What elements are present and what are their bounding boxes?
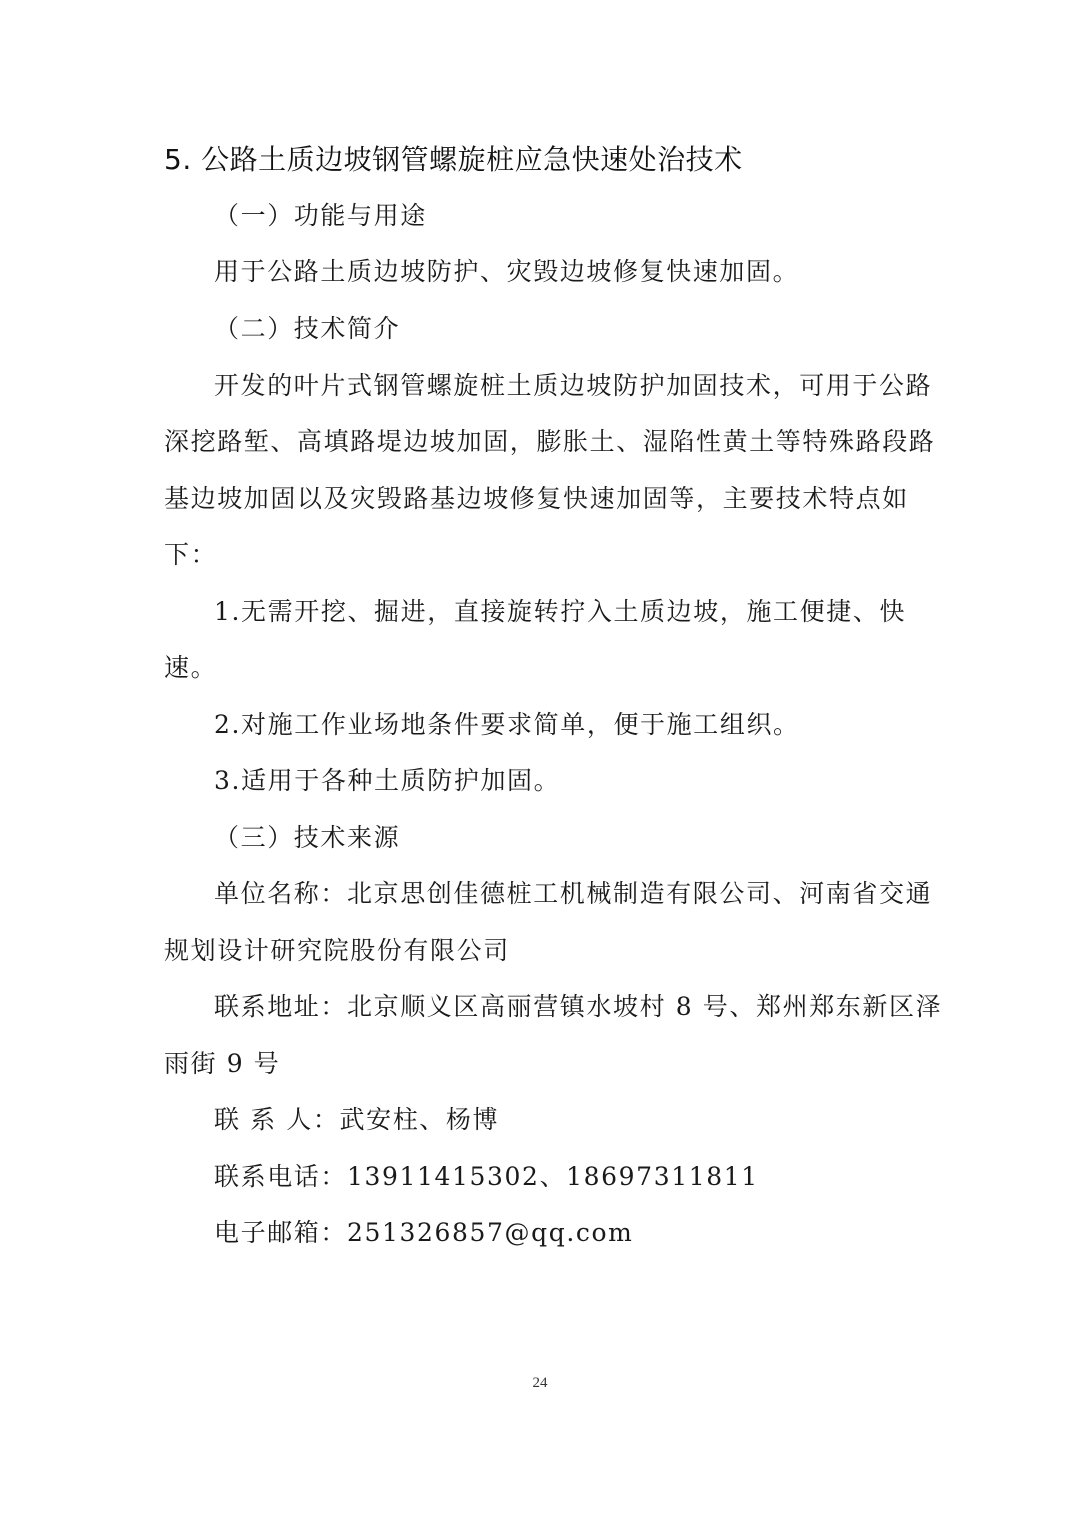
feature-item: 3.适用于各种土质防护加固。 bbox=[214, 766, 561, 795]
feature-item: 2.对施工作业场地条件要求简单，便于施工组织。 bbox=[214, 710, 800, 739]
intro-line: 基边坡加固以及灾毁路基边坡修复快速加固等，主要技术特点如 bbox=[164, 484, 909, 513]
document-title: 5. 公路土质边坡钢管螺旋桩应急快速处治技术 bbox=[164, 143, 743, 176]
contact-email: 电子邮箱：251326857@qq.com bbox=[214, 1218, 634, 1247]
page-number: 24 bbox=[532, 1375, 548, 1391]
feature-item-continued: 速。 bbox=[164, 653, 218, 682]
section-heading-function: （一）功能与用途 bbox=[214, 201, 427, 230]
section-heading-source: （三）技术来源 bbox=[214, 823, 401, 852]
intro-line: 开发的叶片式钢管螺旋桩土质边坡防护加固技术，可用于公路 bbox=[214, 371, 933, 400]
contact-person: 联 系 人：武安柱、杨博 bbox=[214, 1105, 500, 1134]
section-heading-intro: （二）技术简介 bbox=[214, 314, 401, 343]
address-line: 联系地址：北京顺义区高丽营镇水坡村 8 号、郑州郑东新区泽 bbox=[214, 992, 943, 1021]
address-line: 雨街 9 号 bbox=[164, 1049, 281, 1078]
function-paragraph: 用于公路土质边坡防护、灾毁边坡修复快速加固。 bbox=[214, 257, 800, 286]
intro-line: 深挖路堑、高填路堤边坡加固，膨胀土、湿陷性黄土等特殊路段路 bbox=[164, 427, 936, 456]
unit-line: 规划设计研究院股份有限公司 bbox=[164, 936, 510, 965]
unit-line: 单位名称：北京思创佳德桩工机械制造有限公司、河南省交通 bbox=[214, 879, 933, 908]
feature-item: 1.无需开挖、掘进，直接旋转拧入土质边坡，施工便捷、快 bbox=[214, 597, 907, 626]
intro-line: 下： bbox=[164, 540, 218, 569]
contact-phone: 联系电话：13911415302、18697311811 bbox=[214, 1162, 759, 1191]
